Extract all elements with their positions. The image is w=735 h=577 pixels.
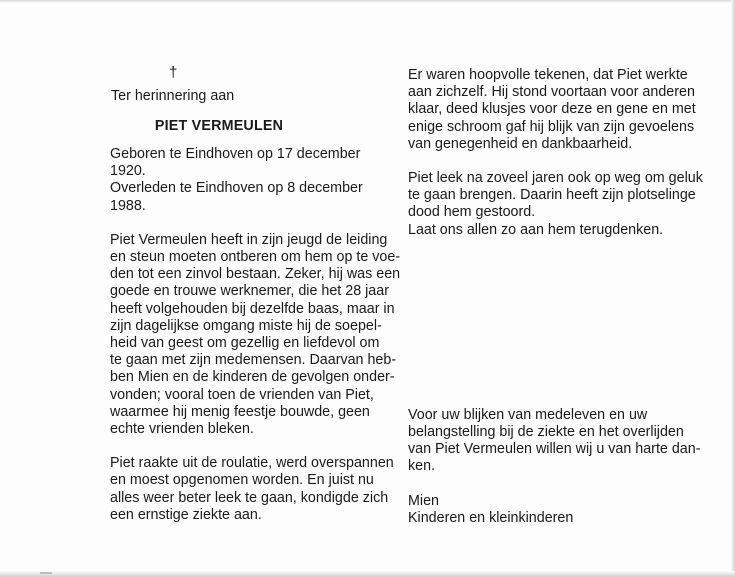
text-line: Er waren hoopvolle tekenen, dat Piet werkte <box>408 67 688 83</box>
reflection-paragraph-1 <box>408 67 696 153</box>
top-edge <box>0 0 735 3</box>
thanks-paragraph <box>408 406 701 476</box>
text-line: zijn dagelijkse omgang miste hij de soepel- <box>110 317 382 334</box>
text-line: den tot een zinvol bestaan. Zeker, hij was een <box>110 266 401 283</box>
text-line: een ernstige ziekte aan. <box>110 506 262 523</box>
text-line: vonden; vooral toen de vrienden van Piet, <box>110 386 374 403</box>
text-line: Piet Vermeulen heeft in zijn jeugd de leiding <box>110 231 388 248</box>
birth-line: 1920. <box>110 163 146 180</box>
death-line: Overleden te Eindhoven op 8 december <box>110 180 363 197</box>
signature-line: Mien <box>408 492 439 509</box>
scan-mark <box>40 572 52 574</box>
text-line: en moest opgenomen worden. En juist nu <box>110 472 374 489</box>
text-line: waarmee hij menig feestje bouwde, geen <box>110 403 370 420</box>
birth-line: Geboren te Eindhoven op 17 december <box>110 146 361 162</box>
reflection-paragraph-2 <box>408 170 703 239</box>
biography-paragraph-1 <box>110 231 401 438</box>
text-line: en steun moeten ontberen om hem op te voe- <box>110 249 401 266</box>
birth-statement <box>110 146 361 180</box>
signature-line: Kinderen en kleinkinderen <box>408 509 574 526</box>
death-line: 1988. <box>110 197 146 214</box>
text-line: goede en trouwe werknemer, die het 28 jaar <box>110 283 389 300</box>
text-line: van genegenheid en dankbaarheid. <box>408 135 633 152</box>
text-line: dood hem gestoord. <box>408 204 536 221</box>
text-line: enige schroom gaf hij blijk van zijn gevoelens <box>408 118 695 135</box>
text-line: Voor uw blijken van medeleven en uw <box>408 406 648 423</box>
text-line: klaar, deed klusjes voor deze en gene en met <box>408 101 696 118</box>
text-line: heeft volgehouden bij dezelfde baas, maar in <box>110 300 395 317</box>
text-line: belangstelling bij de ziekte en het overlijden <box>408 424 684 441</box>
text-line: te gaan met zijn medemensen. Daarvan heb- <box>110 352 397 369</box>
left-column <box>110 64 401 524</box>
biography-paragraph-2 <box>110 455 394 524</box>
in-memory-heading: Ter herinnering aan <box>111 88 235 104</box>
text-line: te gaan brengen. Daarin heeft zijn plotselinge <box>408 187 696 204</box>
text-line: Laat ons allen zo aan hem terugdenken. <box>408 221 664 238</box>
text-line: ken. <box>408 458 436 475</box>
text-line: echte vrienden bleken. <box>110 421 254 438</box>
text-line: Piet leek na zoveel jaren ook op weg om geluk <box>408 170 703 187</box>
text-line: aan zichzelf. Hij stond voortaan voor anderen <box>408 84 695 101</box>
right-edge <box>731 0 735 577</box>
text-line: ben Mien en de kinderen de gevolgen onder- <box>110 369 395 386</box>
cross-symbol: † <box>169 64 178 81</box>
right-column <box>408 67 703 527</box>
signature <box>408 493 628 527</box>
text-line: heid van geest om gezellig en liefdevol om <box>110 335 380 352</box>
text-line: Piet raakte uit de roulatie, werd overspannen <box>110 455 394 472</box>
bottom-edge <box>0 571 735 577</box>
text-line: alles weer beter leek te gaan, kondigde zich <box>110 489 389 506</box>
deceased-name: PIET VERMEULEN <box>154 118 284 134</box>
text-line: van Piet Vermeulen willen wij u van harte dan- <box>408 441 701 458</box>
death-statement <box>110 180 363 214</box>
